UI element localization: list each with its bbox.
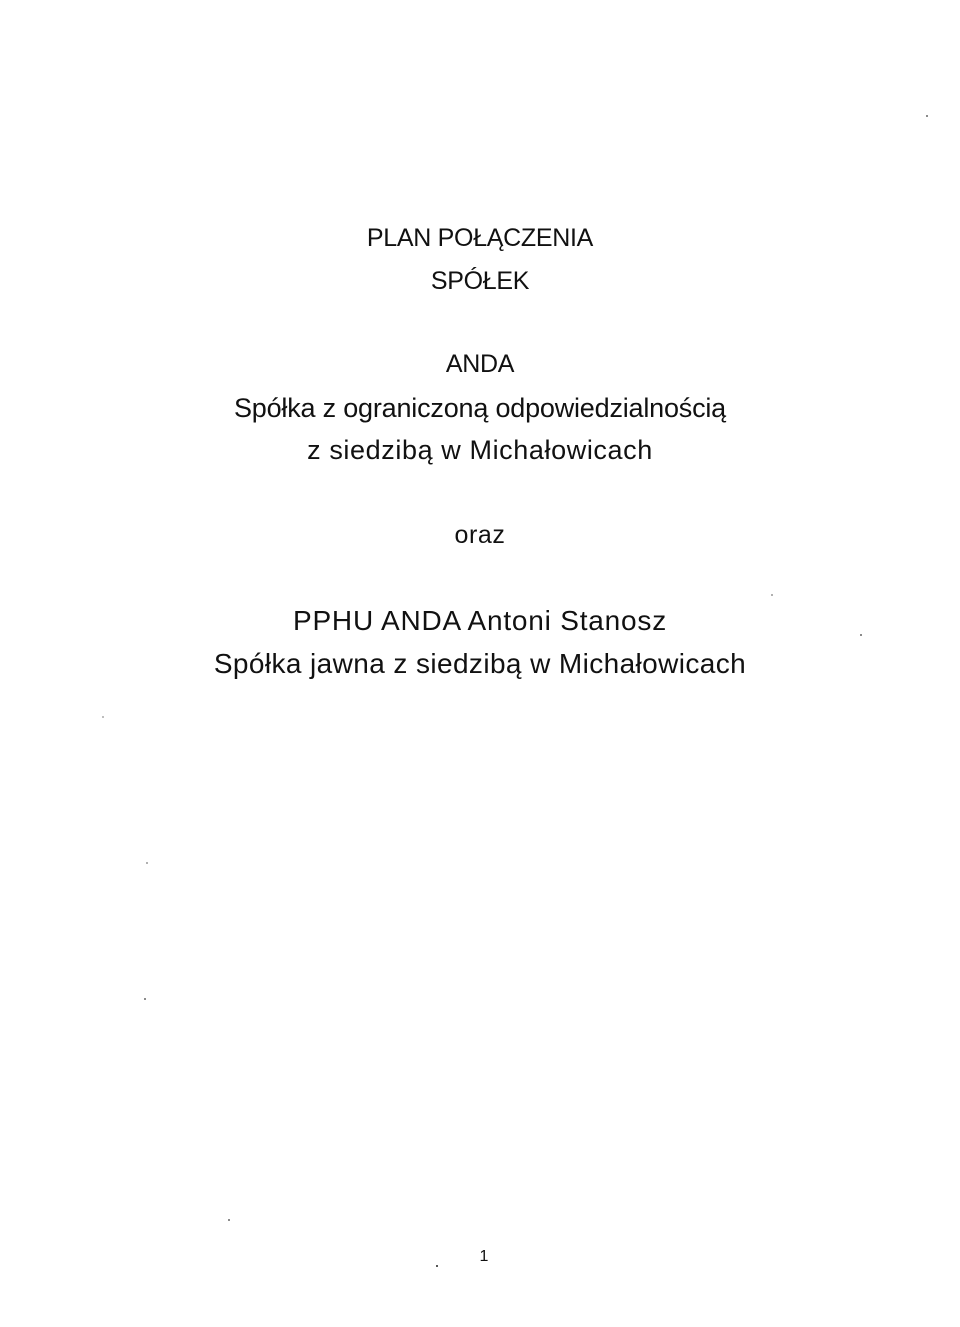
company1-name: ANDA <box>445 350 515 378</box>
scan-speck <box>926 115 928 117</box>
scan-speck <box>771 594 773 596</box>
title-line-1: PLAN POŁĄCZENIA <box>366 224 594 252</box>
scan-speck <box>860 634 862 636</box>
title-line-2: SPÓŁEK <box>430 267 530 295</box>
scan-speck <box>436 1265 438 1267</box>
scan-speck <box>146 862 148 864</box>
company2-legal-form-seat: Spółka jawna z siedzibą w Michałowicach <box>213 648 747 679</box>
scan-speck <box>102 716 104 718</box>
company1-seat: z siedzibą w Michałowicach <box>307 435 653 465</box>
conjunction-text: oraz <box>454 521 506 549</box>
company1-legal-form: Spółka z ograniczoną odpowiedzialnością <box>233 393 727 423</box>
company2-name: PPHU ANDA Antoni Stanosz <box>292 605 668 636</box>
scan-speck <box>228 1219 230 1221</box>
page-number: 1 <box>479 1248 489 1265</box>
scan-speck <box>144 998 146 1000</box>
